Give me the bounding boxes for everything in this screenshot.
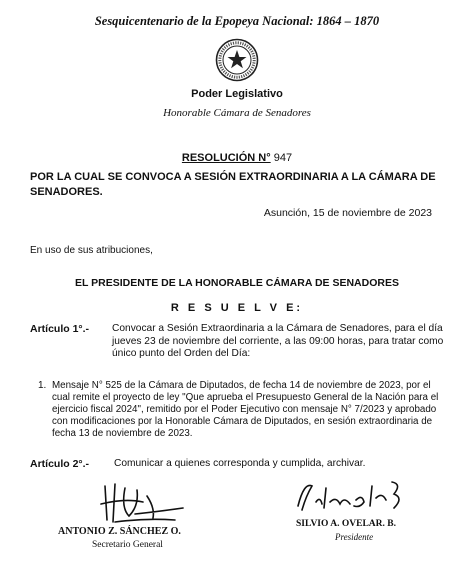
secretary-role: Secretario General <box>92 540 163 550</box>
chamber-name: Honorable Cámara de Senadores <box>163 107 311 119</box>
commemorative-header: Sesquicentenario de la Epopeya Nacional: 1864 – 1870 <box>94 14 380 28</box>
resolution-subject: POR LA CUAL SE CONVOCA A SESIÓN EXTRAORDINARIA A LA CÁMARA DE SENADORES. <box>30 171 436 198</box>
secretary-signature-icon <box>95 478 190 528</box>
agenda-item-text: Mensaje N° 525 de la Cámara de Diputados, de fecha 14 de noviembre de 2023, por el cual remite el proyecto de ley "Que aprueba el Presupuesto General de la Nación para el ejercicio fiscal 2024", remitido por el Poder Ejecutivo con mensaje N° 7/2023 y aprobado con modificaciones por la Honorable Cámara de Diputados, en sesión extraordinaria de fecha 13 de noviembre de 2023. <box>52 380 439 439</box>
place-and-date: Asunción, 15 de noviembre de 2023 <box>263 207 432 219</box>
article-2-label: Artículo 2°.- <box>30 458 90 470</box>
article-2-text: Comunicar a quienes corresponda y cumplida, archivar. <box>114 458 366 469</box>
chamber-seal-icon <box>215 38 259 82</box>
article-1-text: Convocar a Sesión Extraordinaria a la Cámara de Senadores, para el día jueves 23 de noviembre del corriente, a las 09:00 horas, para tratar como único punto del Orden del Día: <box>112 323 444 359</box>
president-name: SILVIO A. OVELAR. B. <box>296 519 396 529</box>
resolution-label: RESOLUCIÓN N° <box>181 152 271 164</box>
secretary-name: ANTONIO Z. SÁNCHEZ O. <box>58 526 181 537</box>
resolution-number: 947 <box>273 152 293 164</box>
issuing-authority: EL PRESIDENTE DE LA HONORABLE CÁMARA DE SENADORES <box>75 277 399 289</box>
article-1-label: Artículo 1°.- <box>30 323 90 335</box>
resolves-heading: R E S U E L V E: <box>170 302 304 314</box>
agenda-item-number: 1. <box>38 380 47 391</box>
preamble: En uso de sus atribuciones, <box>30 245 153 256</box>
legislative-power-title: Poder Legislativo <box>191 88 283 100</box>
president-role: Presidente <box>335 532 374 542</box>
president-signature-icon <box>290 476 410 516</box>
resolution-title <box>0 152 474 164</box>
